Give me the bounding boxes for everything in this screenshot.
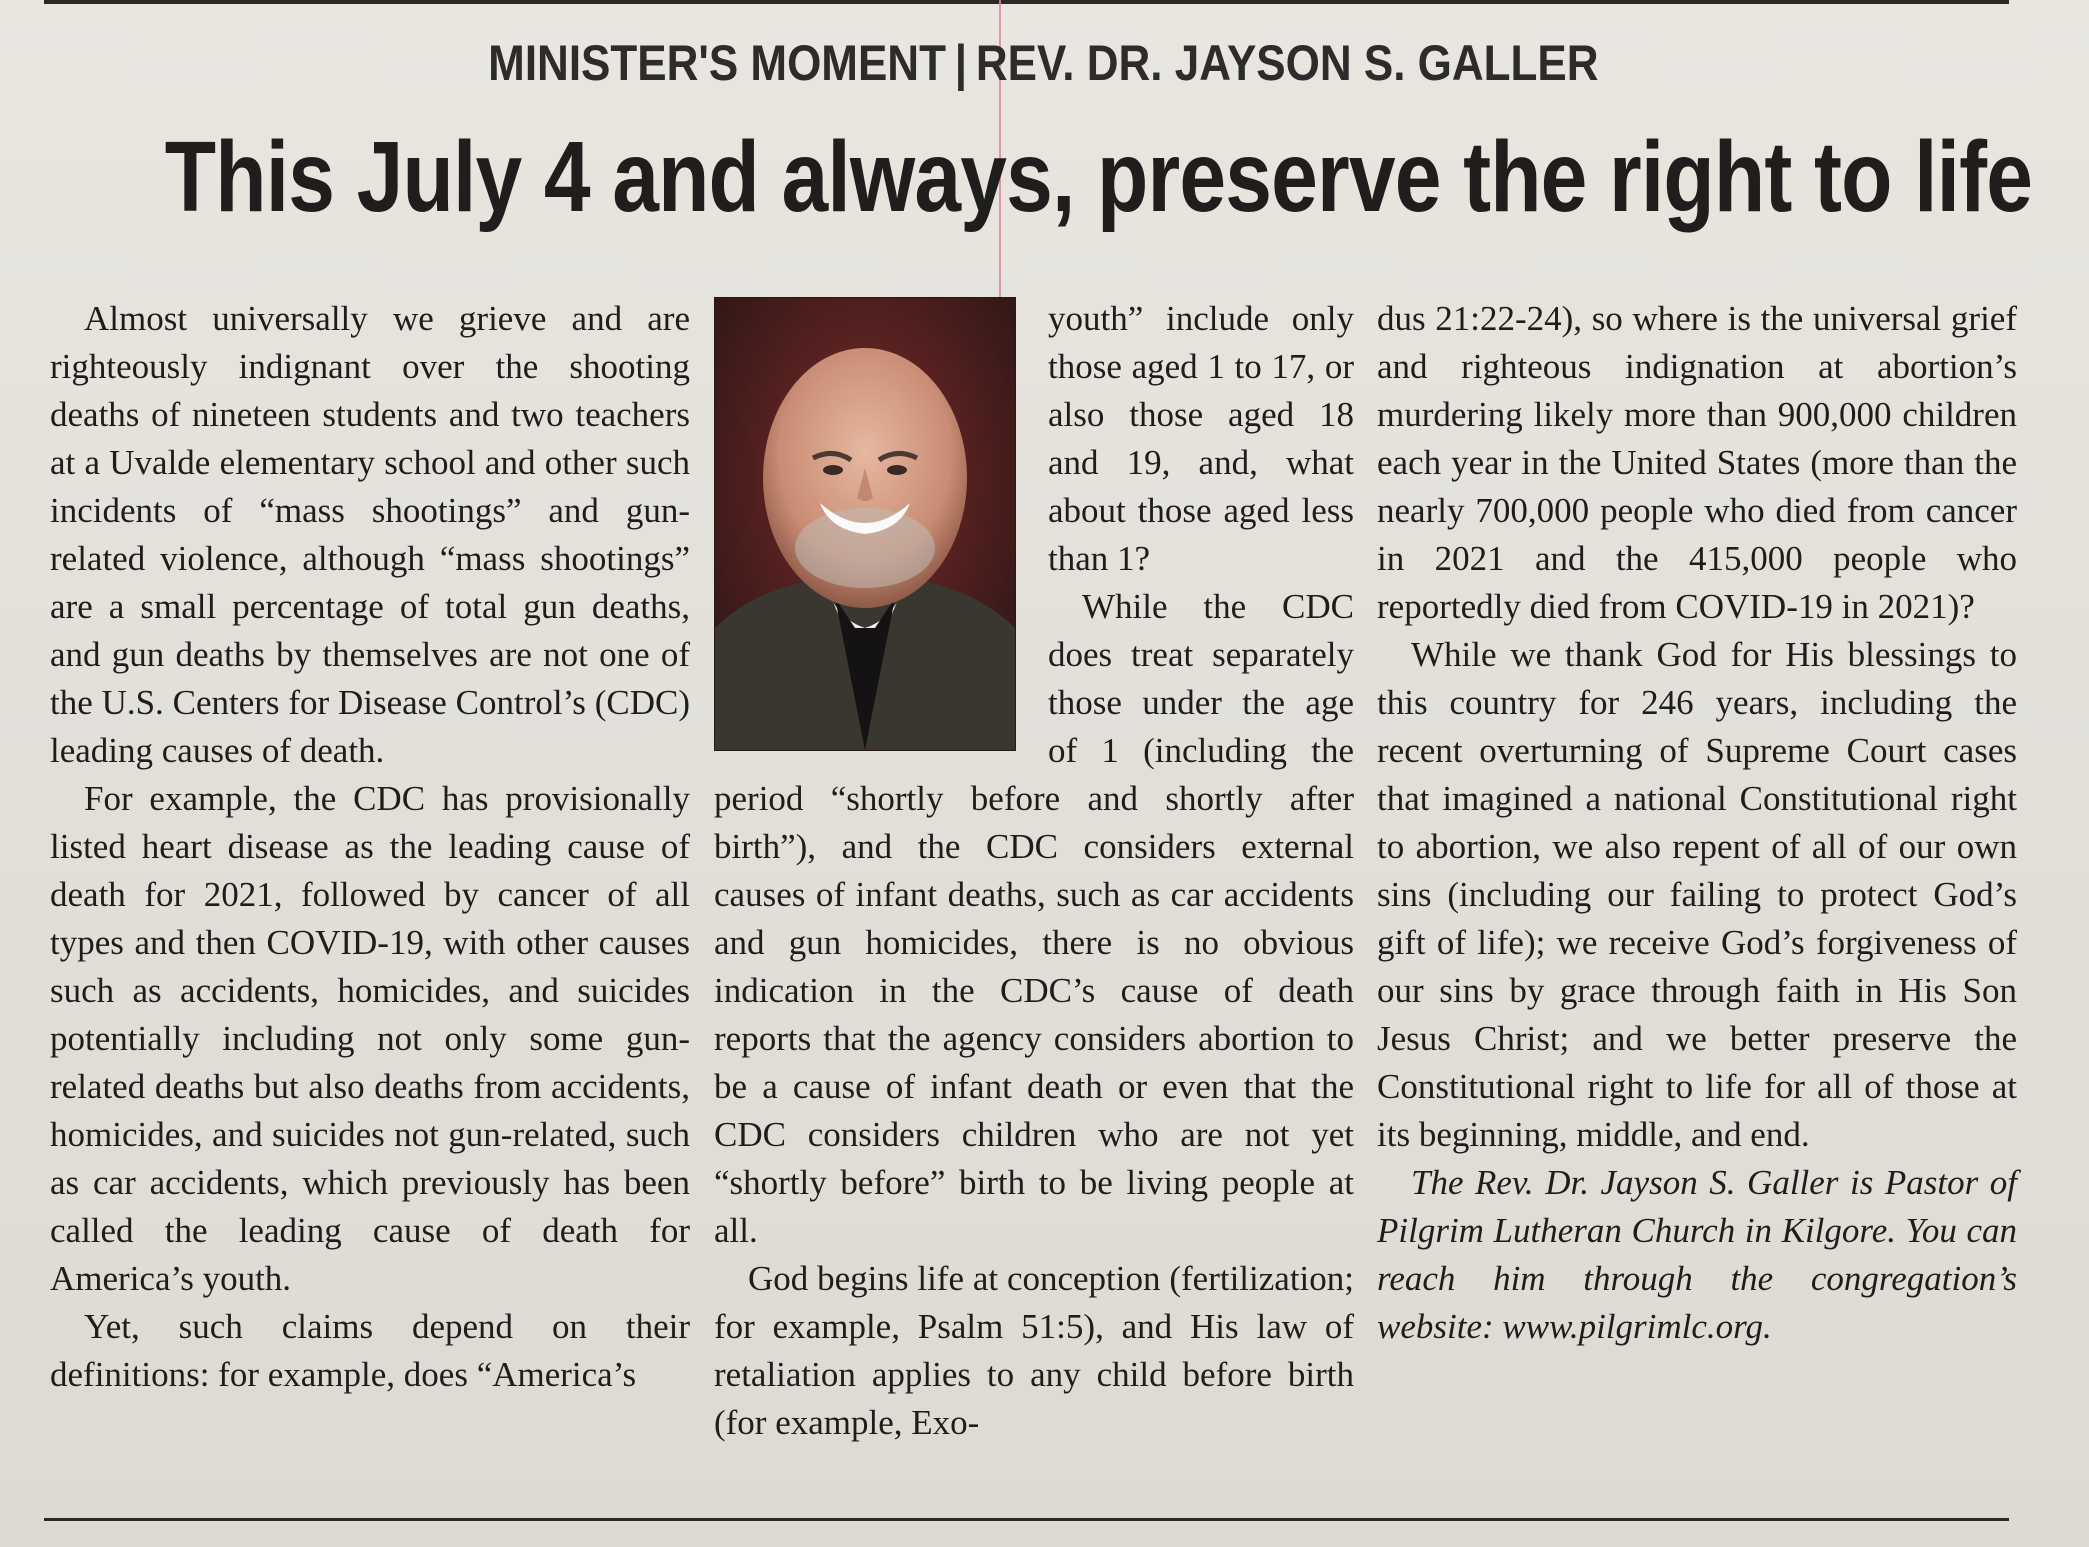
paragraph: Almost universally we grieve and are righteously indignant over the shooting deaths of nineteen students and two teachers at a Uvalde elementary school and other such incidents of “mass shootings” and gun-related violence, although “mass shootings” are a small percentage of total gun deaths, and gun deaths by themselves are not one of the U.S. Centers for Disease Control’s (CDC) leading causes of death. <box>50 299 690 770</box>
bottom-rule <box>44 1518 2009 1521</box>
kicker-section: MINISTER'S MOMENT <box>488 35 946 91</box>
article-column-2 <box>714 295 1354 1447</box>
article-column-3 <box>1377 295 2017 1351</box>
paragraph: Yet, such claims depend on their definitions: for example, does “America’s <box>50 1307 690 1394</box>
paragraph: dus 21:22-24), so where is the universal grief and righteous indignation at abortion’s murdering likely more than 900,000 children each year in the United States (more than the nearly 700,000 people who died from cancer in 2021 and the 415,000 people who reportedly died from COVID-19 in 2021)? <box>1377 299 2017 626</box>
kicker-separator: | <box>954 35 968 91</box>
paragraph: While we thank God for His blessings to this country for 246 years, including the recent overturning of Supreme Court cases that imagined a national Constitutional right to abortion, we also repent of all of our own sins (including our failing to protect God’s gift of life); we receive God’s forgiveness of our sins by grace through faith in His Son Jesus Christ; and we better preserve the Constitutional right to life for all of those at its beginning, middle, and end. <box>1377 635 2017 1154</box>
paragraph: God begins life at conception (fertilization; for example, Psalm 51:5), and His law of retaliation applies to any child before birth (for example, Exo- <box>714 1259 1354 1442</box>
headline: This July 4 and always, preserve the right to life <box>164 121 2033 233</box>
top-rule <box>44 0 2009 4</box>
paragraph: While the CDC does treat separately those under the age of 1 (including the period “shortly before and shortly after birth”), and the CDC considers external causes of infant deaths, such as car accidents and gun homicides, there is no obvious indication in the CDC’s cause of death reports that the agency considers abortion to be a cause of infant death or even that the CDC considers children who are not yet “shortly before” birth to be living people at all. <box>714 587 1354 1250</box>
kicker-author: REV. DR. JAYSON S. GALLER <box>975 35 1599 91</box>
author-photo <box>714 297 1016 751</box>
paragraph: For example, the CDC has provisionally listed heart disease as the leading cause of death for 2021, followed by cancer of all types and then COVID-19, with other causes such as accidents, homicides, and suicides potentially including not only some gun-related deaths but also deaths from accidents, homicides, and suicides not gun-related, such as car accidents, which previously has been called the leading cause of death for America’s youth. <box>50 779 690 1298</box>
column-kicker <box>124 34 1962 92</box>
author-bio: The Rev. Dr. Jayson S. Galler is Pastor of Pilgrim Lutheran Church in Kilgore. You can reach him through the congregation’s website: www.pilgrimlc.org. <box>1377 1163 2017 1346</box>
author-portrait-image <box>715 298 1015 750</box>
article-column-1 <box>50 295 690 1399</box>
paragraph: youth” include only those aged 1 to 17, or also those aged 18 and 19, and, what about those aged less than 1? <box>1048 299 1354 578</box>
